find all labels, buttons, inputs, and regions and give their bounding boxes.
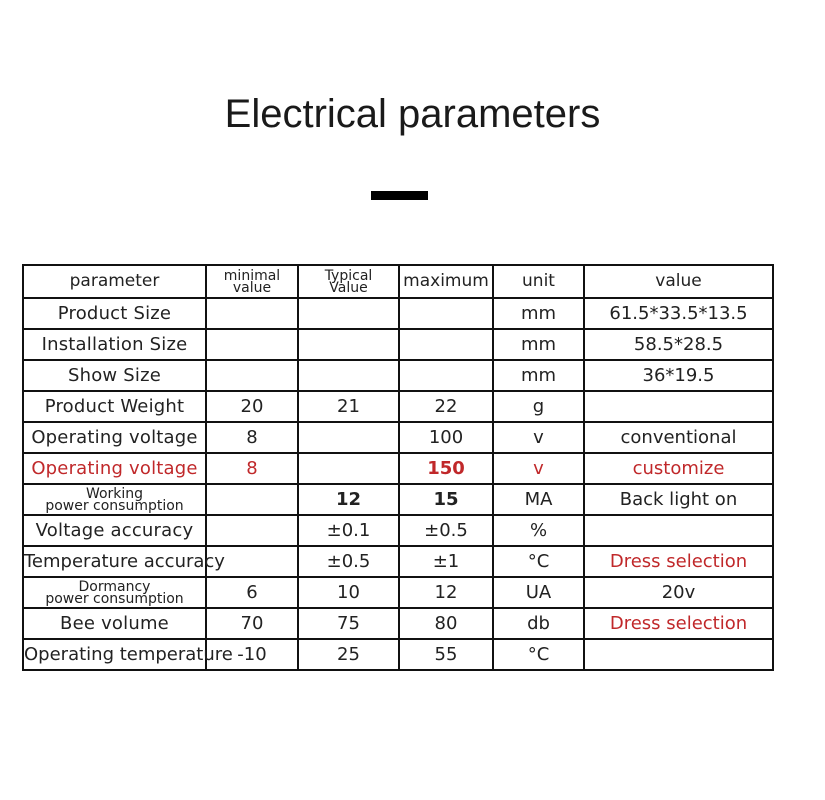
table-row — [23, 577, 773, 608]
row-max: 100 — [399, 422, 493, 453]
header-typical-line2: Value — [329, 279, 368, 296]
row-typ — [298, 298, 399, 329]
row-parameter: Voltage accuracy — [23, 515, 206, 546]
header-row — [23, 265, 773, 298]
row-parameter: Product Size — [23, 298, 206, 329]
row-max: 22 — [399, 391, 493, 422]
row-max: 80 — [399, 608, 493, 639]
row-value: Dress selection — [584, 608, 773, 639]
row-parameter-line2: power consumption — [45, 590, 184, 607]
header-typical-line1: Typical — [324, 267, 373, 284]
row-parameter — [23, 484, 206, 515]
row-unit: db — [493, 608, 584, 639]
row-unit: mm — [493, 360, 584, 391]
row-parameter: Show Size — [23, 360, 206, 391]
table-row — [23, 546, 773, 577]
row-typ: 10 — [298, 577, 399, 608]
row-parameter: Temperature accuracy — [23, 546, 206, 577]
row-unit: v — [493, 422, 584, 453]
row-value — [584, 515, 773, 546]
row-max: 12 — [399, 577, 493, 608]
row-max — [399, 298, 493, 329]
row-unit: UA — [493, 577, 584, 608]
row-typ — [298, 360, 399, 391]
row-max: 15 — [399, 484, 493, 515]
header-value: value — [584, 265, 773, 298]
header-minimal-line2: value — [232, 279, 272, 296]
row-value: 58.5*28.5 — [584, 329, 773, 360]
table-row — [23, 639, 773, 670]
row-value: 20v — [584, 577, 773, 608]
row-parameter — [23, 577, 206, 608]
header-unit: unit — [493, 265, 584, 298]
table-row — [23, 298, 773, 329]
row-min: 20 — [206, 391, 298, 422]
row-typ: ±0.5 — [298, 546, 399, 577]
table-row — [23, 453, 773, 484]
table-row — [23, 360, 773, 391]
header-parameter: parameter — [23, 265, 206, 298]
page-title: Electrical parameters — [224, 92, 601, 136]
row-value: conventional — [584, 422, 773, 453]
row-typ: 12 — [298, 484, 399, 515]
row-parameter-line1: Dormancy — [78, 578, 151, 595]
row-unit: MA — [493, 484, 584, 515]
row-unit: g — [493, 391, 584, 422]
table-row — [23, 422, 773, 453]
row-parameter-line1: Working — [85, 485, 144, 502]
header-minimal-value — [206, 265, 298, 298]
row-unit: °C — [493, 546, 584, 577]
table-row — [23, 608, 773, 639]
row-parameter: Product Weight — [23, 391, 206, 422]
row-typ — [298, 422, 399, 453]
row-min — [206, 515, 298, 546]
row-min: 8 — [206, 422, 298, 453]
row-min — [206, 484, 298, 515]
row-min: -10 — [206, 639, 298, 670]
row-min: 70 — [206, 608, 298, 639]
row-min — [206, 360, 298, 391]
row-value — [584, 391, 773, 422]
row-typ: 21 — [298, 391, 399, 422]
row-value — [584, 639, 773, 670]
row-max — [399, 360, 493, 391]
header-maximum: maximum — [399, 265, 493, 298]
row-typ: 75 — [298, 608, 399, 639]
row-unit: mm — [493, 329, 584, 360]
row-parameter: Bee volume — [23, 608, 206, 639]
row-max: 150 — [399, 453, 493, 484]
header-minimal-line1: minimal — [223, 267, 281, 284]
row-min: 6 — [206, 577, 298, 608]
row-parameter: Operating voltage — [23, 422, 206, 453]
row-typ: ±0.1 — [298, 515, 399, 546]
table-row — [23, 391, 773, 422]
table-row — [23, 484, 773, 515]
row-value: 36*19.5 — [584, 360, 773, 391]
row-min — [206, 298, 298, 329]
row-parameter: Operating voltage — [23, 453, 206, 484]
row-parameter: Operating temperature — [23, 639, 206, 670]
row-parameter-line2: power consumption — [45, 497, 184, 514]
parameters-table — [22, 264, 774, 671]
row-unit: °C — [493, 639, 584, 670]
row-value: Dress selection — [584, 546, 773, 577]
table-row — [23, 515, 773, 546]
row-min — [206, 329, 298, 360]
title-underline — [371, 191, 428, 200]
row-max: ±0.5 — [399, 515, 493, 546]
row-min: 8 — [206, 453, 298, 484]
row-parameter: Installation Size — [23, 329, 206, 360]
row-value: 61.5*33.5*13.5 — [584, 298, 773, 329]
row-max — [399, 329, 493, 360]
row-typ — [298, 329, 399, 360]
row-typ — [298, 453, 399, 484]
table-row — [23, 329, 773, 360]
row-max: ±1 — [399, 546, 493, 577]
header-typical-value — [298, 265, 399, 298]
row-unit: mm — [493, 298, 584, 329]
row-value: Back light on — [584, 484, 773, 515]
row-unit: v — [493, 453, 584, 484]
row-typ: 25 — [298, 639, 399, 670]
row-value: customize — [584, 453, 773, 484]
row-unit: % — [493, 515, 584, 546]
row-max: 55 — [399, 639, 493, 670]
